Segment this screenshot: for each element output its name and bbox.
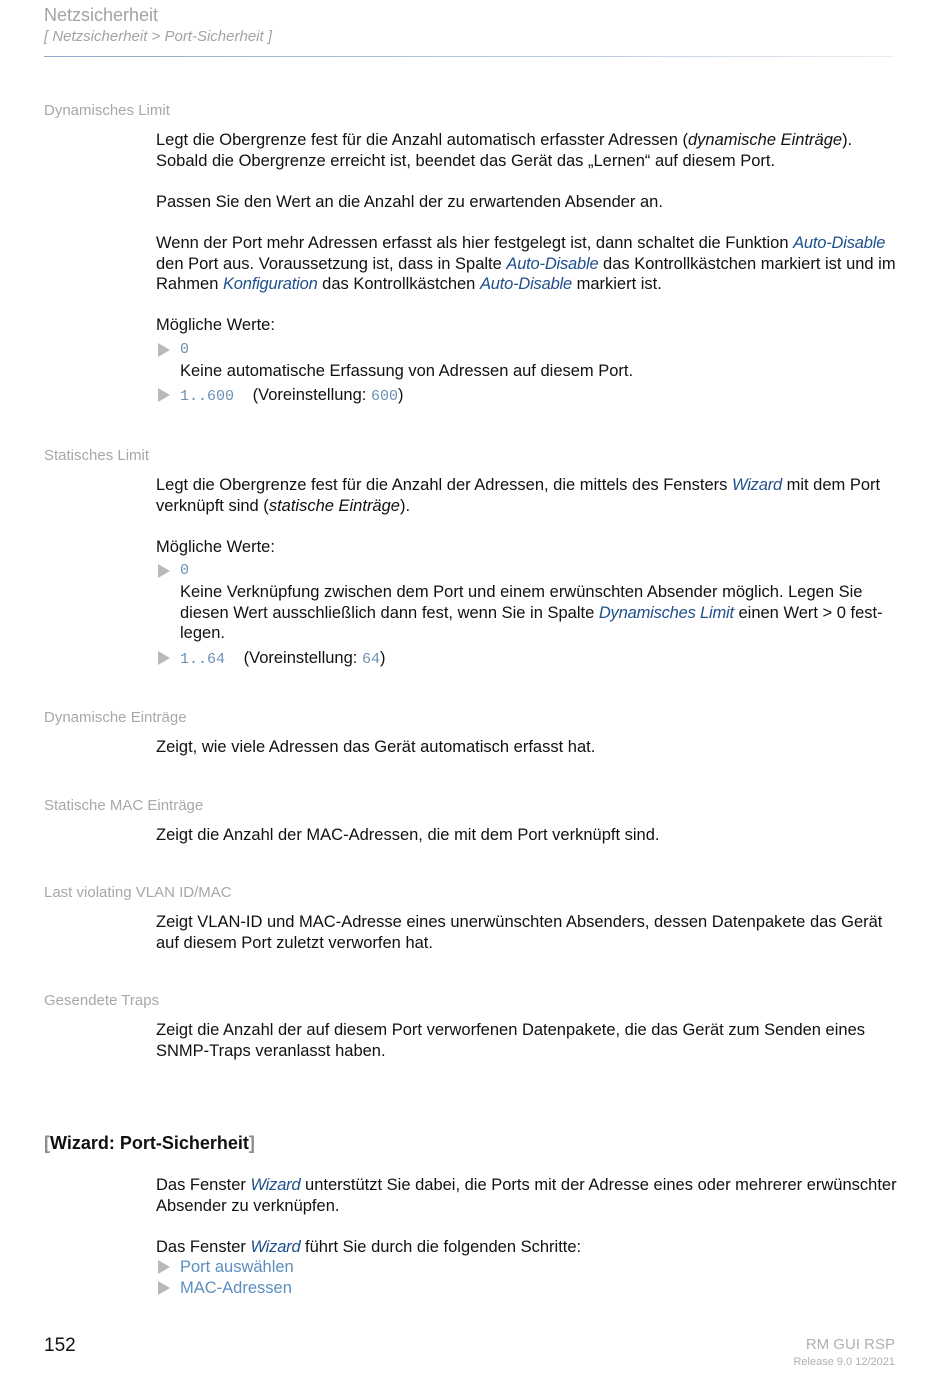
section-label-static-mac-entries: Statische MAC Einträge <box>44 797 204 814</box>
paragraph: Zeigt VLAN-ID und MAC-Adresse eines unerwünschten Absenders, dessen Datenpakete das Gerät auf diesem Port zuletzt verworfen hat. <box>156 913 883 952</box>
triangle-bullet-icon <box>158 1281 170 1295</box>
bracket: [ <box>44 1133 50 1153</box>
default-value: 600 <box>370 388 398 406</box>
values-label: Mögliche Werte: <box>156 316 275 335</box>
text: unterstützt Sie dabei, die Ports mit der Adresse eines oder mehrerer erwünschter Absender zu verknüpfen. <box>156 1176 897 1215</box>
paragraph <box>156 130 900 171</box>
paragraph: Zeigt die Anzahl der auf diesem Port verworfenen Datenpakete, die das Gerät zum Senden eines SNMP-Traps veranlasst haben. <box>156 1021 866 1060</box>
emphasis-text: statische Einträge <box>268 496 400 515</box>
triangle-bullet-icon <box>158 564 170 578</box>
emphasis-text: dynamische Einträge <box>687 131 843 149</box>
text: das Kontrollkästchen markiert ist und im Rahmen <box>156 254 896 294</box>
paragraph: Passen Sie den Wert an die Anzahl der zu erwartenden Absender an. <box>156 192 663 211</box>
ui-reference: Wizard <box>250 1237 301 1256</box>
section-label-sent-traps: Gesendete Traps <box>44 992 160 1009</box>
document-name: RM GUI RSP <box>805 1336 895 1353</box>
ui-reference: Auto-Disable <box>479 275 573 294</box>
value-item <box>156 385 900 408</box>
release-info: Release 9.0 12/2021 <box>793 1356 895 1368</box>
text: markiert ist. <box>572 275 662 294</box>
section-body-last-violating <box>156 912 900 953</box>
triangle-bullet-icon <box>158 651 170 665</box>
wizard-body <box>156 1175 900 1299</box>
value-description <box>180 582 900 644</box>
header-divider <box>44 56 894 57</box>
heading-text: Wizard: Port-Sicherheit <box>50 1133 249 1153</box>
ui-reference: Auto-Disable <box>506 254 599 273</box>
step-link[interactable]: Port auswählen <box>180 1258 294 1277</box>
text: ) <box>379 648 386 667</box>
page-header <box>44 4 894 57</box>
ui-reference: Konfiguration <box>222 275 318 294</box>
section-label-dynamic-entries: Dynamische Einträge <box>44 709 187 726</box>
value-code: 0 <box>180 562 190 580</box>
text: Legt die Obergrenze fest für die Anzahl automatisch erfasster Adressen ( <box>156 131 688 149</box>
wizard-step[interactable] <box>156 1278 900 1299</box>
value-description: Keine automatische Erfassung von Adressen auf diesem Port. <box>180 361 634 380</box>
text: ). <box>399 496 411 515</box>
triangle-bullet-icon <box>158 388 170 402</box>
text: ). Sobald die Obergrenze erreicht ist, beendet das Gerät das „Lernen“ auf diesem Port. <box>156 131 853 170</box>
paragraph <box>156 1175 900 1216</box>
triangle-bullet-icon <box>158 1260 170 1274</box>
paragraph <box>156 475 900 516</box>
section-label-last-violating: Last violating VLAN ID/MAC <box>44 884 232 901</box>
value-code: 0 <box>180 340 190 358</box>
paragraph: Zeigt, wie viele Adressen das Gerät automatisch erfasst hat. <box>156 738 596 756</box>
value-code: 1..600 <box>180 388 235 406</box>
text: ) <box>397 386 404 405</box>
ui-reference: Wizard <box>250 1176 301 1194</box>
text: führt Sie durch die folgenden Schritte: <box>300 1237 582 1256</box>
ui-reference: Dynamisches Limit <box>598 603 734 622</box>
section-label-dynamic-limit: Dynamisches Limit <box>44 102 170 119</box>
paragraph <box>156 1237 900 1258</box>
page-number: 152 <box>44 1335 76 1356</box>
text: einen Wert > 0 fest-legen. <box>180 603 883 643</box>
ui-reference: Auto-Disable <box>793 233 886 252</box>
default-value: 64 <box>361 650 380 668</box>
section-body-static-limit <box>156 475 900 670</box>
bracket: ] <box>248 1133 255 1153</box>
triangle-bullet-icon <box>158 343 170 357</box>
step-link[interactable]: MAC-Adressen <box>180 1278 292 1297</box>
value-code: 1..64 <box>180 650 226 668</box>
breadcrumb: [ Netzsicherheit > Port-Sicherheit ] <box>44 28 273 45</box>
wizard-step[interactable] <box>156 1257 900 1278</box>
section-body-dynamic-entries <box>156 737 900 758</box>
text: mit dem Port verknüpft sind ( <box>156 476 881 515</box>
footer-info <box>793 1336 895 1370</box>
default-label: (Voreinstellung: <box>243 648 362 667</box>
paragraph: Zeigt die Anzahl der MAC-Adressen, die mit dem Port verknüpft sind. <box>156 826 660 844</box>
section-body-static-mac-entries <box>156 825 900 846</box>
value-item <box>156 648 900 671</box>
text: Wenn der Port mehr Adressen erfasst als hier festgelegt ist, dann schaltet die Funktion <box>156 233 794 252</box>
text: den Port aus. Voraussetzung ist, dass in Spalte <box>156 254 507 273</box>
value-item <box>156 340 900 381</box>
section-body-dynamic-limit <box>156 130 900 408</box>
default-label: (Voreinstellung: <box>252 386 371 405</box>
text: Das Fenster <box>156 1237 251 1256</box>
section-label-static-limit: Statisches Limit <box>44 447 150 464</box>
section-body-sent-traps <box>156 1020 900 1061</box>
values-label: Mögliche Werte: <box>156 537 275 556</box>
text: Das Fenster <box>156 1176 251 1194</box>
text: Keine Verknüpfung zwischen dem Port und einem erwünschten Absender möglich. Legen Sie diesen Wert ausschließlich dann fest, wenn Sie in Spalte <box>180 582 863 622</box>
chapter-title: Netzsicherheit <box>44 5 159 25</box>
text: Legt die Obergrenze fest für die Anzahl der Adressen, die mittels des Fensters <box>156 476 732 494</box>
text: das Kontrollkästchen <box>317 275 480 294</box>
paragraph <box>156 233 900 295</box>
ui-reference: Wizard <box>731 476 782 494</box>
wizard-heading <box>44 1131 255 1155</box>
value-item <box>156 561 900 643</box>
